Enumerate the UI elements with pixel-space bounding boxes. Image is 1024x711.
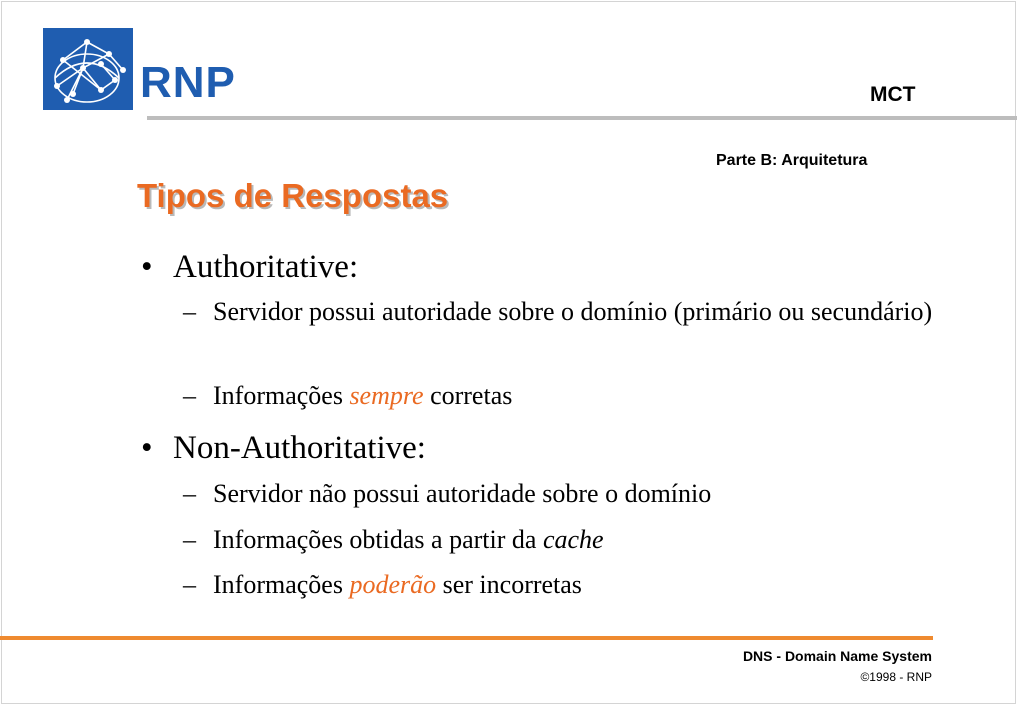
emphasis-text: sempre [349, 381, 424, 410]
emphasis-text: cache [542, 525, 604, 554]
section-label: Parte B: Arquitetura [716, 152, 868, 169]
bullet-text: Non-Authoritative: [173, 430, 426, 466]
text-run: corretas [423, 381, 513, 410]
text-run: Informações [213, 381, 350, 410]
bullet-icon: • [141, 249, 153, 285]
dash-icon: – [183, 297, 196, 326]
text-run: Informações obtidas a partir da [213, 525, 543, 554]
dash-icon: – [183, 479, 196, 508]
dash-icon: – [183, 381, 196, 410]
sub-bullet-text [213, 568, 943, 602]
footer-copyright: ©1998 - RNP [860, 670, 932, 684]
text-run: ser incorretas [436, 570, 582, 599]
brand-logo-text: RNP [140, 58, 236, 107]
sub-bullet-text: Servidor não possui autoridade sobre o domínio [213, 479, 712, 508]
footer-topic: DNS - Domain Name System [742, 648, 932, 664]
emphasis-text: poderão [349, 570, 437, 599]
bullet-text: Authoritative: [173, 249, 359, 285]
sub-bullet-text [213, 523, 943, 557]
sub-bullet-text [213, 379, 943, 413]
text-run: Informações [213, 570, 350, 599]
slide-title: Tipos de Respostas [137, 177, 449, 214]
dash-icon: – [183, 570, 196, 599]
footer-divider [0, 636, 933, 640]
dash-icon: – [183, 525, 196, 554]
sub-bullet-text: Servidor possui autoridade sobre o domínio (primário ou secundário) [213, 297, 933, 326]
header-divider [147, 116, 1017, 120]
bullet-icon: • [141, 430, 153, 466]
org-label: MCT [870, 83, 916, 106]
network-globe-icon [43, 28, 133, 110]
